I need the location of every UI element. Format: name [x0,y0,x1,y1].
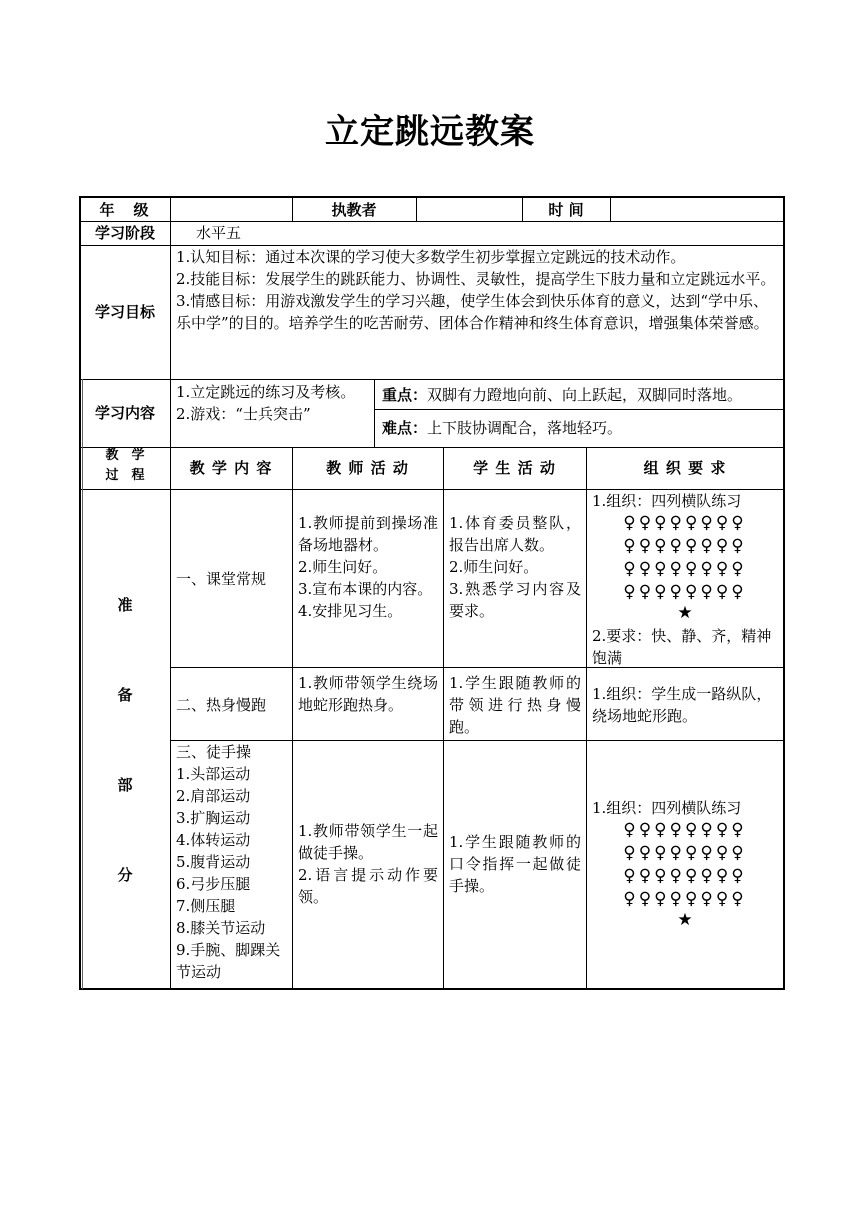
org-title: 1.组织：四列横队练习 [592,799,742,817]
grade-label: 年 级 [99,201,151,219]
org-column-header: 组 织 要 求 [643,459,727,477]
formation-row: ♀♀♀♀♀♀♀♀ [623,866,747,886]
content-label: 学习内容 [94,404,155,422]
student-activity: 1.学生跟随教师的带领进行热身慢跑。 [449,674,581,736]
stage-label: 学习阶段 [94,224,155,242]
section-char: 备 [117,686,133,704]
formation-row: ♀♀♀♀♀♀♀♀ [623,889,747,909]
org-title: 1.组织：四列横队练习 [592,492,742,510]
exercise-list: 三、徒手操 1.头部运动 2.肩部运动 3.扩胸运动 4.体转运动 5.腹背运动 6.弓步压腿 7.侧压腿 8.膝关节运动 9.手腕、脚踝关节运动 [176,743,281,981]
key-point: 重点：双脚有力蹬地向前、向上跃起，双脚同时落地。 [382,386,743,404]
content-column-header: 教 学 内 容 [189,459,273,477]
section-char: 分 [117,866,133,884]
student-column-header: 学 生 活 动 [473,459,556,477]
section-char: 部 [117,776,133,794]
org-requirement: 2.要求：快、静、齐，精神饱满 [592,627,772,667]
teacher-star-icon: ★ [677,910,693,930]
student-activity: 1.学生跟随教师的口令指挥一起做徒手操。 [449,833,581,895]
teacher-star-icon: ★ [677,603,693,623]
difficulty-point: 难点：上下肢协调配合，落地轻巧。 [382,419,623,437]
stage-value: 水平五 [196,224,242,242]
teacher-column-header: 教 师 活 动 [326,459,409,477]
page-title: 立定跳远教案 [325,112,535,152]
teacher-label: 执教者 [331,201,377,219]
formation-row: ♀♀♀♀♀♀♀♀ [623,820,747,840]
formation-row: ♀♀♀♀♀♀♀♀ [623,559,747,579]
row-content: 一、课堂常规 [176,570,267,588]
goal-item: 2.技能目标：发展学生的跳跃能力、协调性、灵敏性，提高学生下肢力量和立定跳远水平。 [176,270,776,288]
formation-row: ♀♀♀♀♀♀♀♀ [623,582,747,602]
formation-row: ♀♀♀♀♀♀♀♀ [623,536,747,556]
row-content: 二、热身慢跑 [176,696,267,714]
teacher-activity: 1.教师带领学生一起做徒手操。 2.语言提示动作要领。 [298,822,438,906]
time-label: 时 间 [548,201,584,219]
process-header: 教 学 过 程 [105,448,145,483]
goal-item: 1.认知目标：通过本次课的学习使大多数学生初步掌握立定跳远的技术动作。 [176,248,686,266]
org-text: 1.组织：学生成一路纵队，绕场地蛇形跑。 [592,685,772,725]
content-item: 2.游戏：“士兵突击” [176,405,311,423]
goals-list [176,246,780,334]
student-activity: 1.体育委员整队，报告出席人数。 2.师生问好。 3.熟悉学习内容及要求。 [449,514,581,620]
teacher-activity: 1.教师带领学生绕场地蛇形跑热身。 [298,674,438,714]
section-char: 准 [117,596,133,614]
content-item: 1.立定跳远的练习及考核。 [176,383,356,401]
formation-row: ♀♀♀♀♀♀♀♀ [623,513,747,533]
goals-label: 学习目标 [94,303,155,321]
formation-row: ♀♀♀♀♀♀♀♀ [623,843,747,863]
teacher-activity: 1.教师提前到操场准备场地器材。 2.师生问好。 3.宣布本课的内容。 4.安排见习生。 [298,514,438,620]
content-list [176,381,368,425]
goal-item: 3.情感目标：用游戏激发学生的学习兴趣，使学生体会到快乐体育的意义，达到“学中乐、乐中学”的目的。培养学生的吃苦耐劳、团体合作精神和终生体育意识，增强集体荣誉感。 [176,292,769,332]
